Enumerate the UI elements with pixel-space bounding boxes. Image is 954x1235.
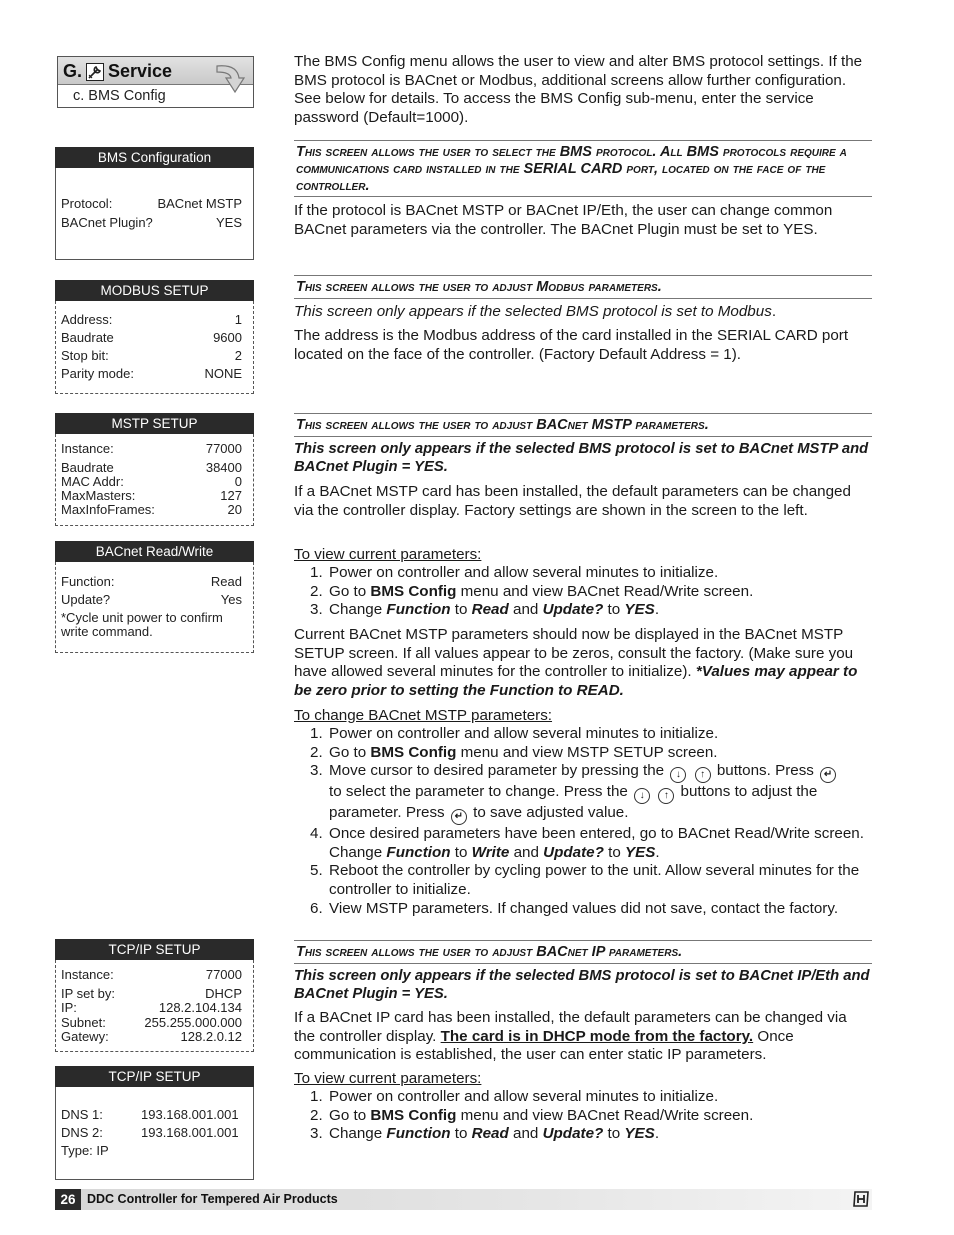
bms-config-body — [55, 168, 254, 260]
section-letter: G. — [63, 61, 83, 81]
section-tab — [57, 56, 254, 108]
list-item: 1. Power on controller and allow several minutes to initialize. — [310, 564, 719, 581]
mstp-row-mac — [61, 474, 242, 489]
row-value: 9600 — [213, 330, 242, 345]
row-value: DHCP — [205, 986, 242, 1001]
up-button-icon: ↑ — [658, 788, 674, 804]
row-label: Protocol: — [61, 196, 113, 211]
list-item: 1. Power on controller and allow several minutes to initialize. — [310, 1088, 719, 1105]
row-label: Subnet: — [61, 1015, 106, 1030]
rw-note: *Cycle unit power to confirm write command. — [61, 610, 223, 639]
heading-text: This screen allows the user to select the BMS protocol. All BMS protocols require a communications card installed in the SERIAL CARD port, located on the face of the controller. — [296, 144, 847, 194]
modbus-setup-title: MODBUS SETUP — [55, 280, 254, 301]
step-number: 3. — [310, 762, 323, 780]
row-value: 20 — [227, 502, 242, 517]
row-label: Address: — [61, 312, 113, 327]
page-number: 26 — [55, 1189, 81, 1210]
step-number: 2. — [310, 582, 323, 600]
list-item: 4. Once desired parameters have been entered, go to BACnet Read/Write screen. Change Function to Write and Update? to YES. — [310, 825, 864, 861]
row-label: DNS 1: — [61, 1107, 103, 1122]
tcpip-setup-body-2 — [55, 1087, 254, 1180]
row-value: 0 — [234, 474, 242, 489]
row-value: BACnet MSTP — [157, 196, 242, 211]
row-label: Instance: — [61, 967, 114, 982]
row-label: Stop bit: — [61, 348, 109, 363]
row-value: Yes — [220, 592, 242, 607]
current-text: Current BACnet MSTP parameters should now be displayed in the BACnet MSTP SETUP screen. If all values appear to be zeros, consult the factory. (Make sure you have allowed several minutes for the controller to initialize). — [294, 626, 854, 681]
row-label: BACnet Plugin? — [61, 215, 153, 230]
modbus-row-stopbit — [61, 348, 242, 363]
bms-section-text: If the protocol is BACnet MSTP or BACnet IP/Eth, the user can change common BACnet parameters via the controller. The BACnet Plugin must be set to YES. — [294, 202, 833, 238]
step-number: 6. — [310, 899, 323, 917]
bms-row-protocol — [61, 196, 242, 211]
list-item: 6. View MSTP parameters. If changed values did not save, contact the factory. — [310, 899, 839, 917]
row-label: MaxMasters: — [61, 488, 136, 503]
heading-text: This screen allows the user to adjust BACnet IP parameters. — [296, 944, 683, 960]
tcp-row-subnet — [61, 1015, 242, 1030]
tcp-row-dns2 — [61, 1125, 242, 1140]
next-arrow-icon — [213, 60, 249, 102]
row-label: Baudrate — [61, 460, 114, 475]
modbus-section-text: The address is the Modbus address of the card installed in the SERIAL CARD port located on the face of the controller. (Factory Default Address = 1). — [294, 327, 849, 363]
row-label: MAC Addr: — [61, 474, 124, 489]
up-button-icon: ↑ — [695, 767, 711, 783]
list-item: 2. Go to BMS Config menu and view MSTP SETUP screen. — [310, 743, 718, 761]
row-label: Update? — [61, 592, 111, 607]
row-value: 2 — [234, 348, 242, 363]
row-label: IP: — [61, 1000, 77, 1015]
row-value: Read — [210, 574, 242, 589]
page-footer — [55, 1189, 872, 1210]
row-value: 1 — [234, 312, 242, 327]
row-label: Parity mode: — [61, 366, 134, 381]
bacnet-read-write-title: BACnet Read/Write — [55, 541, 254, 562]
down-button-icon: ↓ — [634, 788, 650, 804]
list-item: 2. Go to BMS Config menu and view BACnet Read/Write screen. — [310, 582, 754, 600]
tcp-row-instance — [61, 967, 242, 982]
step-number: 2. — [310, 743, 323, 761]
service-wrench-icon — [86, 63, 104, 81]
rw-row-update — [61, 592, 242, 607]
bms-config-screen — [55, 147, 254, 260]
mstp-change-title: To change BACnet MSTP parameters: — [294, 707, 553, 724]
row-label: Instance: — [61, 441, 114, 456]
ip-view-steps — [294, 1088, 872, 1144]
ip-text-emphasis: The card is in DHCP mode from the factory. — [440, 1027, 754, 1045]
modbus-section-note: This screen only appears if the selected BMS protocol is set to Modbus. — [294, 303, 777, 320]
row-value: 38400 — [205, 460, 242, 475]
row-value: YES — [215, 215, 242, 230]
step-number: 4. — [310, 825, 323, 843]
row-label: IP set by: — [61, 986, 115, 1001]
mstp-section-text: If a BACnet MSTP card has been installed, the default parameters can be changed via the controller display. Factory settings are shown in the screen to the left. — [294, 483, 851, 519]
mstp-row-maxinfoframes — [61, 502, 242, 517]
row-label: Function: — [61, 574, 115, 589]
row-value: 127 — [220, 488, 242, 503]
mstp-change-steps — [294, 725, 872, 918]
tcpip-setup-body-1 — [55, 960, 254, 1052]
tcpip-setup-screen-1 — [55, 939, 254, 1052]
footer-title: DDC Controller for Tempered Air Products — [87, 1192, 338, 1206]
bacnet-read-write-screen — [55, 541, 254, 653]
enter-button-icon: ↵ — [451, 809, 467, 825]
row-value: 128.2.104.134 — [158, 1000, 242, 1015]
tcp-row-gateway — [61, 1029, 242, 1044]
ip-section-note: This screen only appears if the selected BMS protocol is set to BACnet IP/Eth and BACnet Plugin = YES. — [294, 968, 870, 1002]
modbus-setup-body — [55, 301, 254, 394]
greenheck-logo-icon — [852, 1190, 870, 1208]
rw-row-function — [61, 574, 242, 589]
modbus-row-address — [61, 312, 242, 327]
step-number: 3. — [310, 1125, 323, 1143]
tcpip-setup-title-1: TCP/IP SETUP — [55, 939, 254, 960]
mstp-view-title: To view current parameters: — [294, 546, 482, 563]
bms-row-plugin — [61, 215, 242, 230]
tcp-row-type — [61, 1143, 242, 1158]
ip-view-title: To view current parameters: — [294, 1070, 482, 1087]
section-subtitle: c. BMS Config — [73, 88, 166, 104]
step-number: 1. — [310, 1088, 323, 1105]
bacnet-read-write-body — [55, 562, 254, 653]
tcp-row-ipsetby — [61, 986, 242, 1001]
list-item: 5. Reboot the controller by cycling power to the unit. Allow several minutes for the controller to initialize. — [310, 862, 860, 898]
row-value: 193.168.001.001 — [141, 1125, 239, 1140]
row-label: Gatewy: — [61, 1029, 109, 1044]
mstp-row-instance — [61, 441, 242, 456]
row-value: 193.168.001.001 — [141, 1107, 239, 1122]
row-label: MaxInfoFrames: — [61, 502, 155, 517]
modbus-setup-screen — [55, 280, 254, 394]
ip-section-heading — [294, 940, 872, 964]
list-item: 1. Power on controller and allow several minutes to initialize. — [310, 725, 719, 742]
mstp-setup-screen — [55, 413, 254, 526]
heading-text: This screen allows the user to adjust Modbus parameters. — [296, 279, 662, 295]
mstp-view-steps — [294, 564, 872, 620]
list-item: 2. Go to BMS Config menu and view BACnet Read/Write screen. — [310, 1106, 754, 1124]
row-label: Type: IP — [61, 1143, 109, 1158]
row-value: 77000 — [205, 441, 242, 456]
modbus-row-baudrate — [61, 330, 242, 345]
modbus-row-parity — [61, 366, 242, 381]
step-number: 1. — [310, 564, 323, 581]
list-item: 3. Change Function to Read and Update? to YES. — [310, 1125, 660, 1143]
ip-text-c: Once communication is established, the user can enter static IP parameters. — [294, 1027, 794, 1064]
down-button-icon: ↓ — [670, 767, 686, 783]
mstp-setup-title: MSTP SETUP — [55, 413, 254, 434]
mstp-section-heading — [294, 413, 872, 437]
tcpip-setup-screen-2 — [55, 1066, 254, 1180]
intro-paragraph: The BMS Config menu allows the user to view and alter BMS protocol settings. If the BMS protocol is BACnet or Modbus, additional screens allow further configuration. See below for details. To access the BMS Config sub-menu, enter the service password (Default=1000). — [294, 53, 863, 126]
row-label: Baudrate — [61, 330, 114, 345]
list-item: 3. Move cursor to desired parameter by pressing the ↓ ↑ buttons. Press ↵ to select the parameter to change. Press the ↓ ↑ buttons to adjust the parameter. Press ↵ to save adjusted value. — [294, 762, 872, 825]
step-number: 1. — [310, 725, 323, 742]
step-number: 2. — [310, 1106, 323, 1124]
tcp-row-ip — [61, 1000, 242, 1015]
modbus-section-heading — [294, 275, 872, 299]
ip-text-a: If a BACnet IP card has been installed, the default parameters can be changed via the controller display. — [294, 1009, 847, 1045]
step-number: 5. — [310, 862, 323, 880]
note-text: This screen only appears if the selected BMS protocol is set to Modbus — [294, 303, 772, 320]
section-title — [63, 61, 172, 82]
list-item: 3. Change Function to Read and Update? to YES. — [310, 601, 660, 619]
current-note: *Values may appear to be zero prior to setting the Function to READ. — [294, 663, 858, 699]
mstp-row-maxmasters — [61, 488, 242, 503]
enter-button-icon: ↵ — [820, 767, 836, 783]
mstp-row-baudrate — [61, 460, 242, 475]
heading-text: This screen allows the user to adjust BACnet MSTP parameters. — [296, 417, 709, 433]
tcpip-setup-title-2: TCP/IP SETUP — [55, 1066, 254, 1087]
row-value: 255.255.000.000 — [144, 1015, 242, 1030]
row-label: DNS 2: — [61, 1125, 103, 1140]
bms-config-title: BMS Configuration — [55, 147, 254, 168]
row-value: 128.2.0.12 — [180, 1029, 242, 1044]
ip-section-text — [294, 1009, 872, 1065]
row-value: 77000 — [205, 967, 242, 982]
mstp-current-paragraph — [294, 626, 872, 700]
mstp-section-note: This screen only appears if the selected BMS protocol is set to BACnet MSTP and BACnet Plugin = YES. — [294, 441, 869, 475]
bms-section-heading — [294, 140, 872, 197]
step-number: 3. — [310, 601, 323, 619]
tcp-row-dns1 — [61, 1107, 242, 1122]
mstp-setup-body — [55, 434, 254, 526]
section-name: Service — [108, 61, 173, 81]
row-value: NONE — [204, 366, 242, 381]
